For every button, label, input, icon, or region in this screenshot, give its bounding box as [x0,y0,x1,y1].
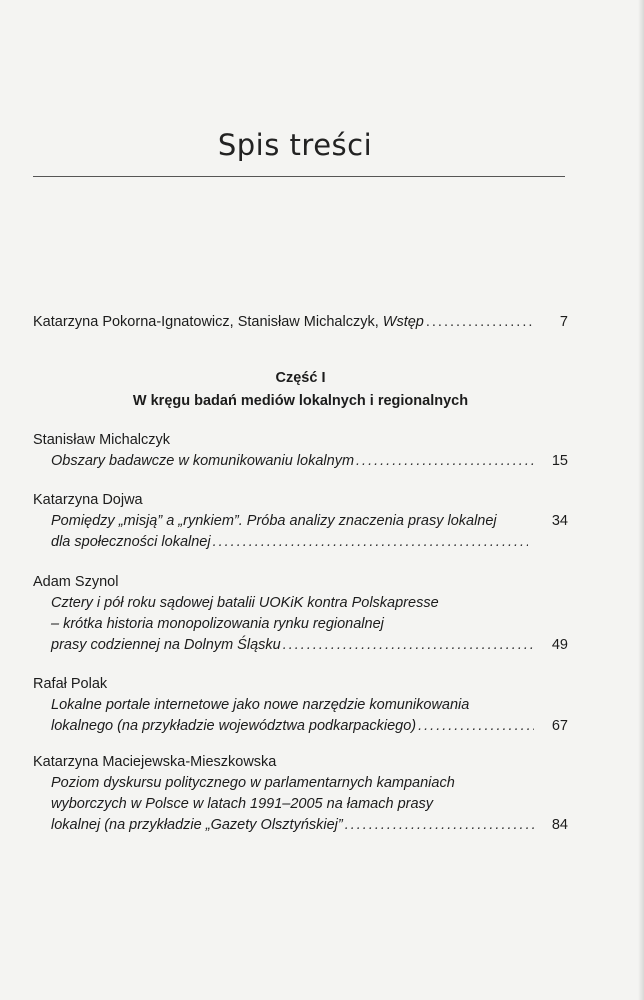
entry-author: Katarzyna Maciejewska-Mieszkowska [33,754,277,770]
entry-title-line: dla społeczności lokalnej [51,534,211,550]
part-heading [33,367,568,413]
part-subtitle: W kręgu badań mediów lokalnych i regionalnych [132,393,469,409]
leader-dots [213,532,528,553]
toc-entry-text [33,312,424,333]
part-label: Część I [275,370,326,386]
leader-dots [345,815,534,836]
toc-line [33,815,568,836]
page-number: 84 [551,817,568,833]
leader-dots [426,312,534,333]
entry-author: Adam Szynol [33,574,119,590]
toc-line [33,635,568,656]
entry-title-line: lokalnego (na przykładzie województwa podkarpackiego) [51,718,417,734]
entry-author: Katarzyna Dojwa [33,492,143,508]
page-number: 34 [551,513,568,529]
toc-entry[interactable] [33,752,568,836]
toc-entry-intro[interactable] [33,312,568,333]
page-title: Spis treści [217,128,373,162]
entry-title-line: – krótka historia monopolizowania rynku regionalnej [51,616,384,632]
entry-title-line: lokalnej (na przykładzie „Gazety Olsztyńskiej” [51,817,343,833]
toc-line [33,451,568,472]
entry-title-line: prasy codziennej na Dolnym Śląsku [51,637,281,653]
leader-dots [356,451,534,472]
intro-authors: Katarzyna Pokorna-Ignatowicz, Stanisław Michalczyk, [33,314,379,330]
toc-entry[interactable] [33,674,568,737]
page-number: 49 [551,637,568,653]
toc-entry[interactable] [33,490,568,553]
entry-title-line: Cztery i pół roku sądowej batalii UOKiK kontra Polskapresse [51,595,439,611]
toc-line [33,532,568,553]
entry-author: Rafał Polak [33,676,108,692]
leader-dots [418,716,534,737]
leader-dots [283,635,534,656]
entry-title-line: Pomiędzy „misją” a „rynkiem”. Próba analizy znaczenia prasy lokalnej [51,513,497,529]
entry-title-line: Obszary badawcze w komunikowaniu lokalnym [51,453,355,469]
page-number: 15 [551,453,568,469]
page-number: 7 [559,314,568,330]
entry-author: Stanisław Michalczyk [33,432,170,448]
entry-title-line: Poziom dyskursu politycznego w parlamentarnych kampaniach [51,775,455,791]
intro-title: Wstęp [382,314,424,330]
toc-line [33,312,568,333]
toc-entry[interactable] [33,572,568,656]
toc-line [33,716,568,737]
page-number: 67 [551,718,568,734]
entry-title-line: Lokalne portale internetowe jako nowe narzędzie komunikowania [51,697,470,713]
title-rule [33,176,565,177]
toc-entry[interactable] [33,430,568,472]
page-edge [638,0,644,1000]
toc-line [33,511,568,532]
entry-title-line: wyborczych w Polsce w latach 1991–2005 na łamach prasy [51,796,434,812]
